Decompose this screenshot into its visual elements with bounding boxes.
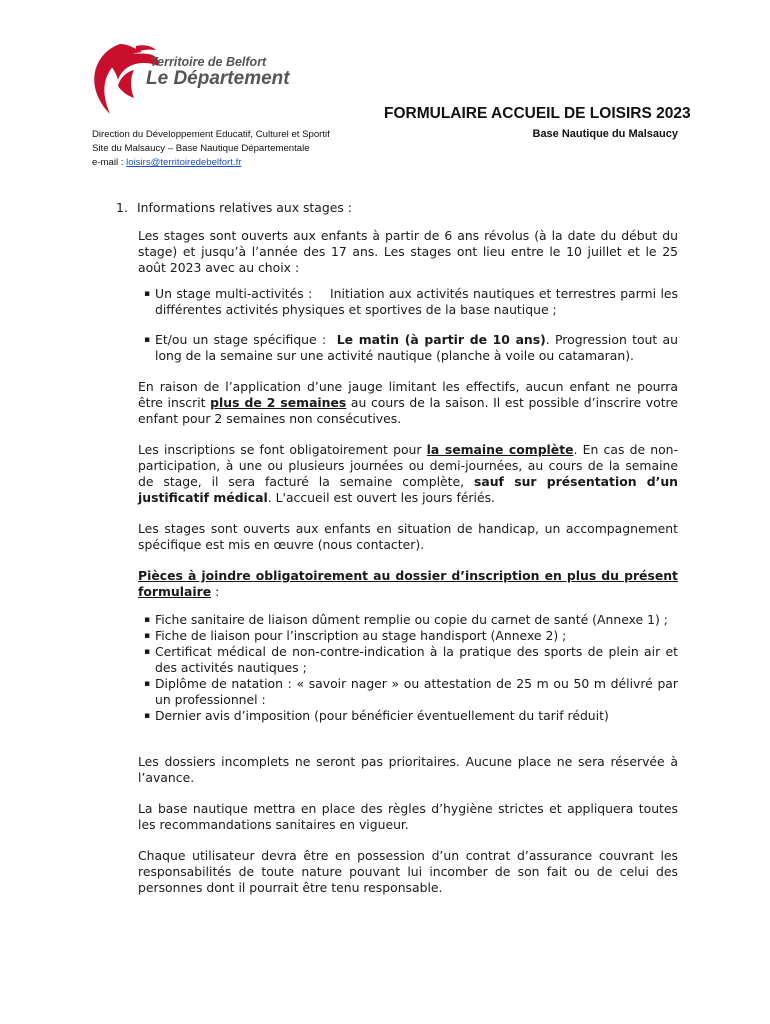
page-subtitle: Base Nautique du Malsaucy: [532, 128, 678, 140]
list-item: ▪ Certificat médical de non-contre-indication à la pratique des sports de plein air et des activités nautiques ;: [138, 644, 678, 676]
incomplete-paragraph: Les dossiers incomplets ne seront pas prioritaires. Aucune place ne sera réservée à l’avance.: [138, 754, 678, 785]
bullet1-text: Initiation aux activités nautiques et terrestres parmi les différentes activités physiques et sportives de la base nautique ;: [155, 286, 678, 317]
p2-b: au cours de la saison. Il est possible d’inscrire votre enfant pour 2 semaines non consécutives.: [138, 395, 678, 426]
document-body: [138, 198, 678, 896]
logo-line2: Le Département: [146, 68, 290, 89]
insurance-paragraph: Chaque utilisateur devra être en possession d’un contrat d’assurance couvrant les responsabilités de toute nature pouvant lui incomber de son fait ou de celui des personnes dont il pourrait être tenu responsable.: [138, 848, 678, 895]
email-line: [92, 156, 330, 170]
p3-a: Les inscriptions se font obligatoirement pour: [138, 442, 427, 457]
section-heading-text: Informations relatives aux stages :: [137, 200, 352, 215]
capacity-paragraph: [138, 379, 678, 427]
p2-bold: plus de 2 semaines: [210, 395, 347, 410]
org-line2: Site du Malsaucy – Base Nautique Départementale: [92, 143, 310, 154]
hygiene-paragraph: La base nautique mettra en place des règles d’hygiène strictes et appliquera toutes les recommandations sanitaires en vigueur.: [138, 801, 678, 832]
documents-colon: :: [211, 584, 220, 599]
list-item: ▪ Diplôme de natation : « savoir nager » ou attestation de 25 m ou 50 m délivré par un professionnel :: [138, 676, 678, 708]
email-link[interactable]: loisirs@territoiredebelfort.fr: [126, 157, 242, 168]
p2-a: En raison de l’application d’une jauge limitant les effectifs, aucun enfant ne pourra être inscrit: [138, 379, 678, 410]
list-item: ▪ Dernier avis d’imposition (pour bénéficier éventuellement du tarif réduit): [138, 708, 678, 724]
p3-b: . En cas de non-participation, à une ou plusieurs journées ou demi-journées, au cours de la semaine de stage, il sera facturé la semaine complète,: [138, 442, 679, 489]
logo-line1: Territoire de Belfort: [150, 55, 267, 69]
list-item: [138, 286, 678, 318]
bullet1-label: Un stage multi-activités :: [155, 286, 313, 301]
handicap-paragraph: Les stages sont ouverts aux enfants en situation de handicap, un accompagnement spécifique est mis en œuvre (nous contacter).: [138, 521, 678, 552]
list-item: ▪ Fiche de liaison pour l’inscription au stage handisport (Annexe 2) ;: [138, 628, 678, 644]
p3-c: . L'accueil est ouvert les jours fériés.: [267, 490, 495, 505]
section-number: 1.: [116, 200, 128, 215]
registration-paragraph: [138, 442, 678, 506]
org-line1: Direction du Développement Educatif, Culturel et Sportif: [92, 129, 330, 140]
list-item: ▪ Fiche sanitaire de liaison dûment remplie ou copie du carnet de santé (Annexe 1) ;: [138, 612, 678, 628]
documents-heading: [138, 568, 678, 600]
email-label: e-mail :: [92, 157, 127, 168]
bullet2-text: . Progression tout au long de la semaine sur une activité nautique (planche à voile ou catamaran).: [155, 332, 679, 363]
p3-bold2: sauf sur présentation d’un justificatif médical: [138, 474, 679, 505]
documents-heading-text: Pièces à joindre obligatoirement au dossier d’inscription en plus du présent formulaire: [138, 568, 678, 599]
org-block: [92, 128, 330, 170]
bullet2-bold: Le matin (à partir de 10 ans): [336, 332, 546, 347]
page-title: FORMULAIRE ACCUEIL DE LOISIRS 2023: [384, 105, 691, 122]
bullet2-label: Et/ou un stage spécifique :: [155, 332, 327, 347]
p3-bold: la semaine complète: [426, 442, 574, 457]
intro-paragraph: Les stages sont ouverts aux enfants à partir de 6 ans révolus (à la date du début du stage) et jusqu’à l’année des 17 ans. Les stages ont lieu entre le 10 juillet et le 25 août 2023 avec au choix :: [138, 228, 678, 275]
list-item: [138, 332, 678, 364]
